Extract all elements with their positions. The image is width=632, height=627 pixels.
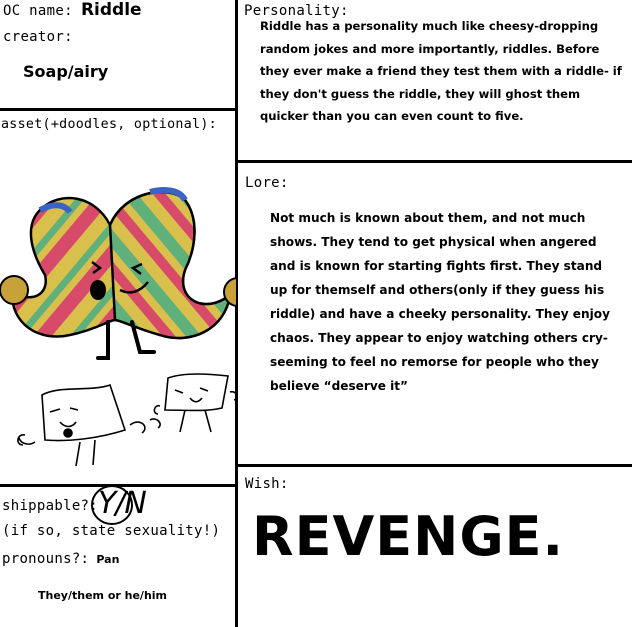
oc-name-row xyxy=(3,0,142,20)
doodle-right xyxy=(154,374,236,432)
right-divider-2 xyxy=(236,464,632,467)
left-divider-1 xyxy=(0,108,237,111)
oc-name-label: OC name: xyxy=(3,3,73,19)
asset-label: asset(+doodles, optional): xyxy=(1,117,217,132)
creator-label: creator: xyxy=(3,29,73,45)
doodle-left xyxy=(18,385,160,466)
lore-text: Not much is known about them, and not much shows. They tend to get physical when angered and is known for starting fights first. They stand up for themself and others(only if they guess his riddle) and have a cheeky personality. They enjoy chaos. They appear to enjoy watching others cry- seeming to feel no remorse for people who they believe “deserve it” xyxy=(270,211,610,393)
lore-label: Lore: xyxy=(245,175,289,191)
right-divider-1 xyxy=(236,160,632,163)
wish-value: REVENGE. xyxy=(252,505,565,568)
shippable-label: shippable?: xyxy=(2,498,99,514)
left-hand xyxy=(0,276,28,304)
sexuality-value: Pan xyxy=(96,553,120,566)
creator-value: Soap/airy xyxy=(23,62,109,81)
shippable-note: (if so, state sexuality!) xyxy=(2,523,221,539)
wish-label: Wish: xyxy=(245,476,289,492)
pronouns-value: They/them or he/him xyxy=(38,589,168,602)
personality-label: Personality: xyxy=(244,3,349,19)
oc-name-value: Riddle xyxy=(80,0,142,20)
pronouns-row xyxy=(2,548,119,567)
pronouns-label: pronouns?: xyxy=(2,551,90,567)
character-drawing xyxy=(0,180,236,480)
personality-text: Riddle has a personality much like cheesy-dropping random jokes and more importantly, riddles. Before they ever make a friend they test them with a riddle- if they don't guess the riddle, they will ghost them quicker than you can even count to five. xyxy=(260,19,622,123)
shippable-answer: Y/N xyxy=(98,486,146,521)
